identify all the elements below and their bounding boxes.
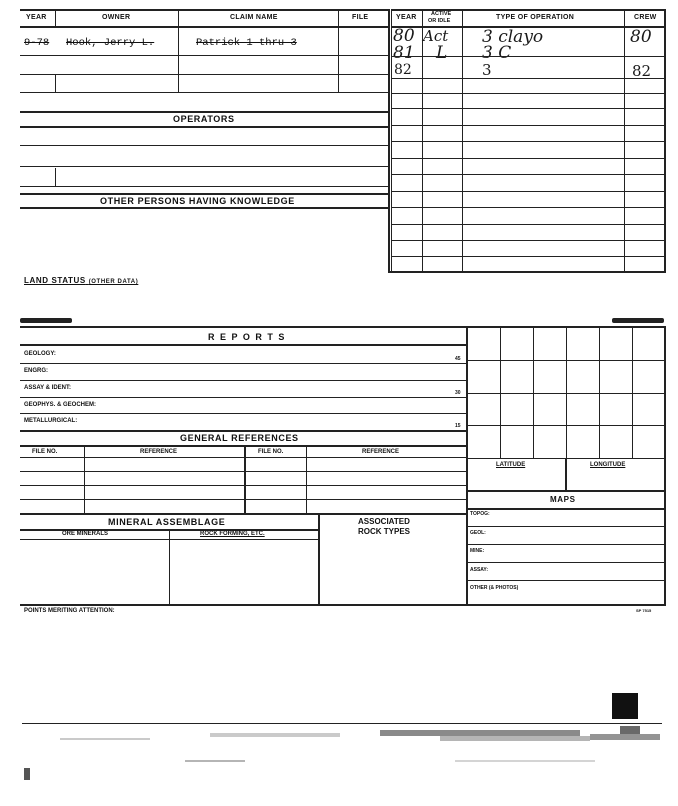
rule [466,425,664,426]
report-assay-label: ASSAY & IDENT: [24,385,72,391]
rule [20,457,466,458]
maps-title: MAPS [550,495,576,504]
type-of-operation-header: TYPE OF OPERATION [496,14,575,21]
rule [55,168,56,186]
activity-year-header: YEAR [396,14,417,21]
rule [20,55,388,56]
rule [20,92,388,93]
rule [169,529,170,604]
active-header-line1: ACTIVE [431,11,452,17]
rule [20,111,388,113]
rule [20,485,466,486]
file-header: FILE [352,14,369,21]
mineral-assemblage-title: MINERAL ASSEMBLAGE [108,517,226,527]
maps-geol: GEOL: [470,530,486,536]
active-header-line2: OR IDLE [428,18,451,24]
rule [20,380,466,381]
report-geophys-label: GEOPHYS. & GEOCHEM: [24,402,97,408]
rule [20,74,388,75]
rule [391,125,664,126]
general-references-title: GENERAL REFERENCES [180,433,299,443]
rule [391,158,664,159]
activity-year-2: 81 [393,43,415,63]
scan-smudge [24,768,30,780]
rule [20,318,72,323]
rule [391,93,664,94]
rule [466,526,664,527]
ref-header-file-1: FILE NO. [32,449,58,455]
scan-smudge [620,726,640,734]
report-engrg-label: ENGRG: [24,368,48,374]
ref-header-reference-2: REFERENCE [362,449,400,455]
owner-header: OWNER [102,14,131,21]
ref-header-reference-1: REFERENCE [140,449,178,455]
claim-name-header: CLAIM NAME [230,14,278,21]
activity-type-3: 3 [482,61,492,79]
rule [20,430,466,432]
rule [391,224,664,225]
rule [466,393,664,394]
rule [20,445,466,447]
ore-minerals-header: ORE MINERALS [62,531,109,537]
crew-header: CREW [634,14,657,21]
rule [466,562,664,563]
claim-year: 9-78 [24,37,50,49]
rule [20,126,388,128]
activity-year-3: 82 [394,62,412,78]
rule [20,499,466,500]
scan-smudge [185,760,245,762]
activity-active-1: Act [423,27,449,45]
activity-active-2: L [436,43,448,63]
rule [20,26,388,28]
activity-year-1: 80 [393,26,415,46]
activity-type-1: 3 clayo [482,27,544,47]
rule [55,10,56,26]
rule [388,9,390,272]
rule [388,271,666,273]
longitude-label: LONGITUDE [590,462,626,468]
rule [20,363,466,364]
points-meriting-attention-label: POINTS MERITING ATTENTION: [24,608,115,614]
rule [466,580,664,581]
form-number: SP 7515 [636,608,652,613]
scan-block [612,693,638,719]
maps-mine: MINE: [470,548,485,554]
rule [20,193,388,195]
reports-title: R E P O R T S [208,332,286,342]
rule [178,10,179,92]
scan-smudge [590,734,660,740]
rule [55,74,56,92]
rule [565,458,567,490]
rule [664,9,666,272]
other-persons-label: OTHER PERSONS HAVING KNOWLEDGE [100,196,295,206]
maps-assay: ASSAY: [470,567,489,573]
rule [20,166,388,167]
rule [20,344,466,346]
rule [391,256,664,257]
rule [20,604,666,606]
rule [20,326,666,328]
rule [391,191,664,192]
rule [466,508,664,510]
report-metallurgical-label: METALLURGICAL: [24,418,78,424]
land-status-label [24,276,138,285]
rule [22,723,662,724]
ref-header-file-2: FILE NO. [258,449,284,455]
claim-name: Patrick 1 thru 3 [196,37,297,49]
rule [391,108,664,109]
rule [20,145,388,146]
rule [20,207,388,209]
maps-topog: TOPOG: [470,511,490,517]
report-geology-num: 45 [455,356,461,362]
associated-rock-types-line1: ASSOCIATED [358,517,410,526]
rule [391,78,664,79]
report-geology-label: GEOLOGY: [24,351,56,357]
activity-crew-3: 82 [632,62,652,80]
rule [20,9,388,11]
year-header: YEAR [26,14,47,21]
report-metallurgical-num: 15 [455,423,461,429]
rule [466,360,664,361]
rule [466,490,664,492]
scan-smudge [455,760,595,762]
activity-type-2: 3 C [482,43,512,63]
rock-forming-header: ROCK FORMING, ETC. [200,531,265,537]
rule [20,186,388,187]
rule [664,326,666,604]
rule [391,207,664,208]
claim-owner: Hook, Jerry L. [66,37,155,49]
rule [244,445,246,513]
rule [338,10,339,92]
land-status-text: LAND STATUS [24,276,86,285]
operators-label: OPERATORS [173,114,235,124]
rule [20,539,318,540]
rule [612,318,664,323]
rule [20,471,466,472]
rule [318,513,320,604]
rule [391,174,664,175]
rule [466,544,664,545]
rule [306,445,307,513]
associated-rock-types-line2: ROCK TYPES [358,527,411,536]
rule [391,56,664,57]
rule [20,413,466,414]
rule [20,513,466,515]
rule [20,397,466,398]
latitude-label: LATITUDE [496,462,526,468]
report-assay-num: 30 [455,390,461,396]
activity-crew-1: 80 [630,27,652,47]
rule [84,445,85,513]
rule [391,240,664,241]
maps-other: OTHER (& PHOTOS) [470,585,519,591]
land-status-sub: (OTHER DATA) [88,279,139,285]
rule [391,141,664,142]
scan-smudge [210,733,340,737]
scan-smudge [60,738,150,740]
scan-smudge [440,736,590,741]
